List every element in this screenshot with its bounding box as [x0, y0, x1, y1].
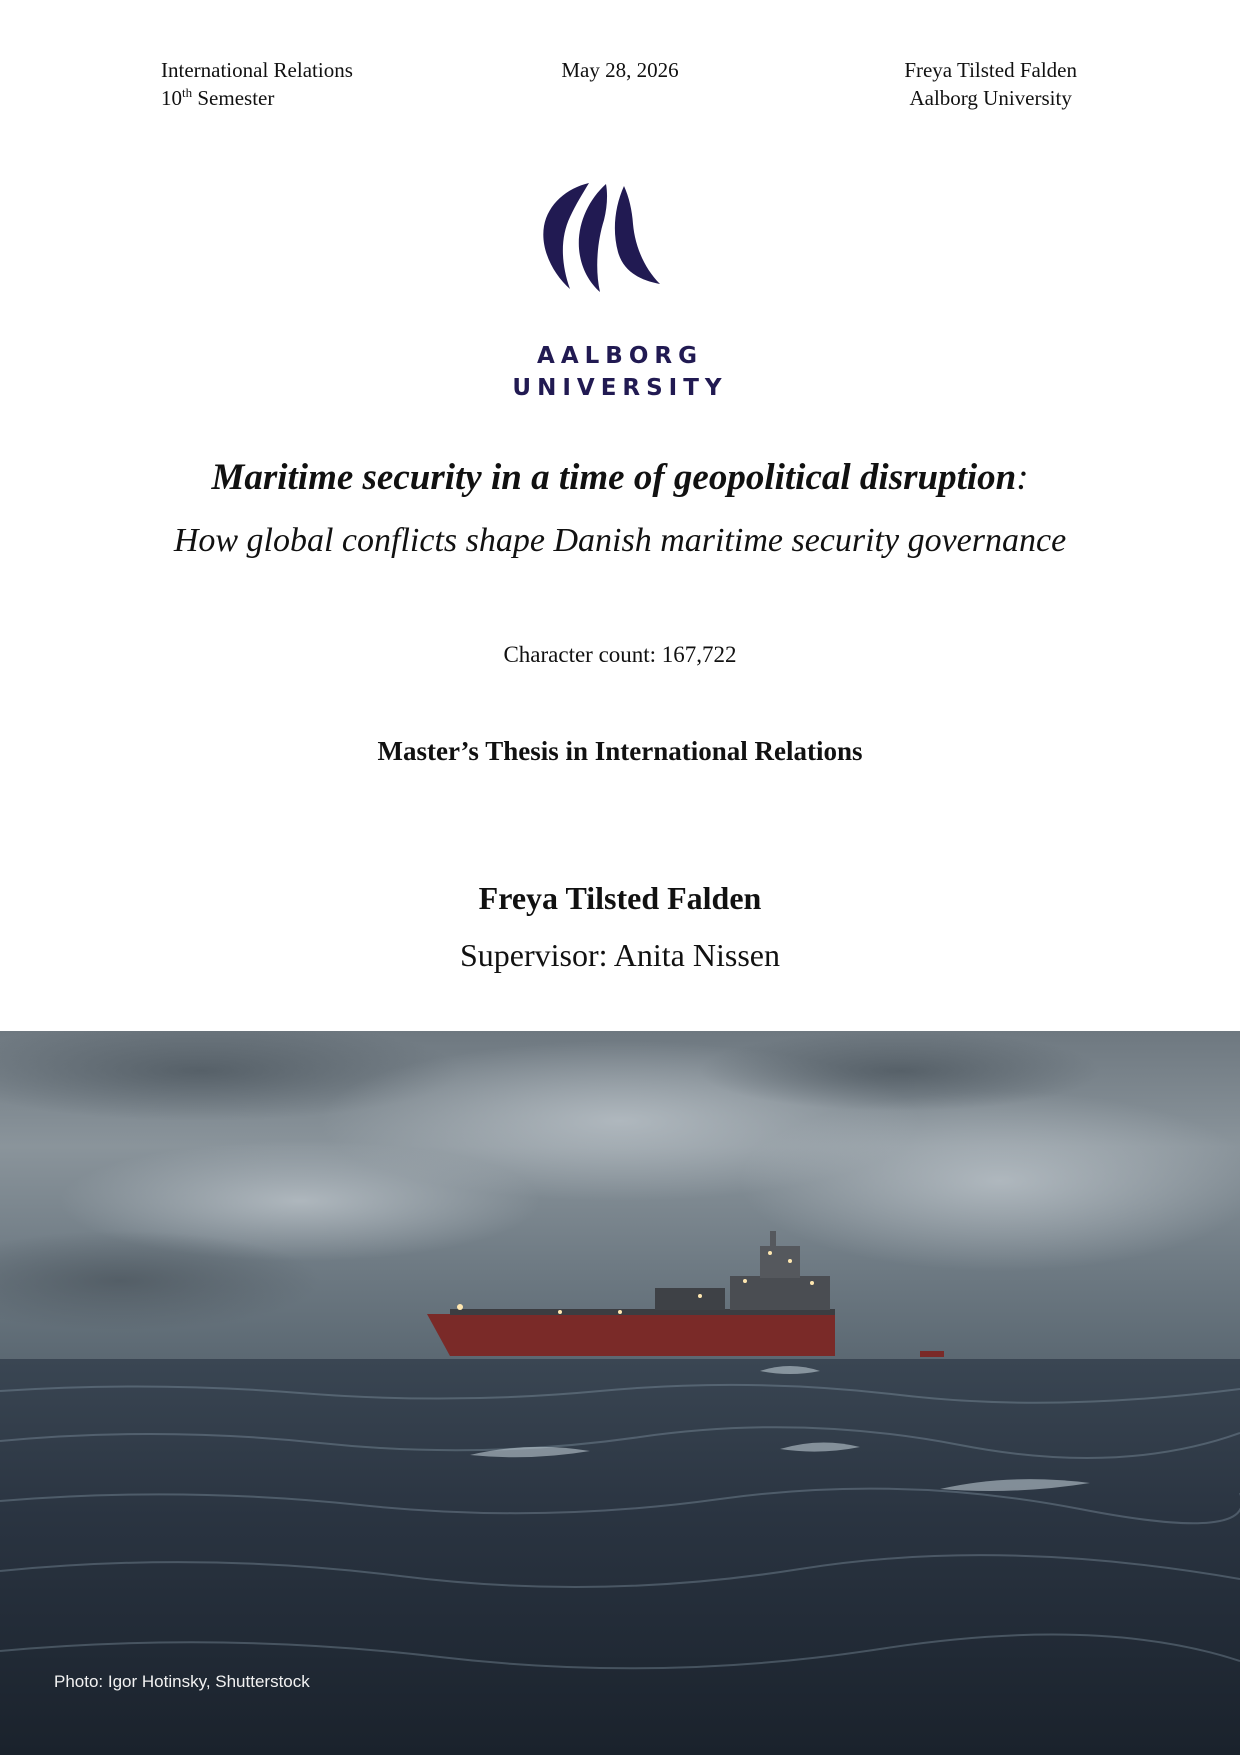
supervisor: Supervisor: Anita Nissen — [460, 937, 780, 973]
header-author-name: Freya Tilsted Falden — [904, 58, 1077, 82]
semester-number: 10 — [161, 86, 182, 110]
photo-credit: Photo: Igor Hotinsky, Shutterstock — [54, 1672, 310, 1691]
author-name: Freya Tilsted Falden — [478, 880, 762, 916]
thesis-type: Master’s Thesis in International Relations — [377, 736, 863, 766]
character-count: Character count: 167,722 — [503, 642, 737, 667]
semester-ordinal: th — [182, 85, 193, 100]
course-name: International Relations — [161, 58, 353, 82]
header-university: Aalborg University — [909, 86, 1072, 110]
thesis-title — [0, 456, 1240, 499]
thesis-title-colon: : — [1016, 457, 1029, 498]
logo-wordmark-line1: AALBORG — [537, 343, 703, 369]
semester-label: Semester — [192, 86, 275, 110]
header-date: May 28, 2026 — [561, 58, 679, 82]
logo-wordmark-line2: UNIVERSITY — [512, 375, 728, 401]
header-author — [904, 56, 1077, 112]
thesis-subtitle: How global conflicts shape Danish maritime security governance — [173, 522, 1067, 559]
thesis-title-main: Maritime security in a time of geopolitical disruption — [211, 457, 1017, 498]
aalborg-university-logo-icon — [520, 180, 720, 310]
semester — [161, 84, 353, 112]
cover-photo-ship-at-sea — [0, 1031, 1240, 1755]
